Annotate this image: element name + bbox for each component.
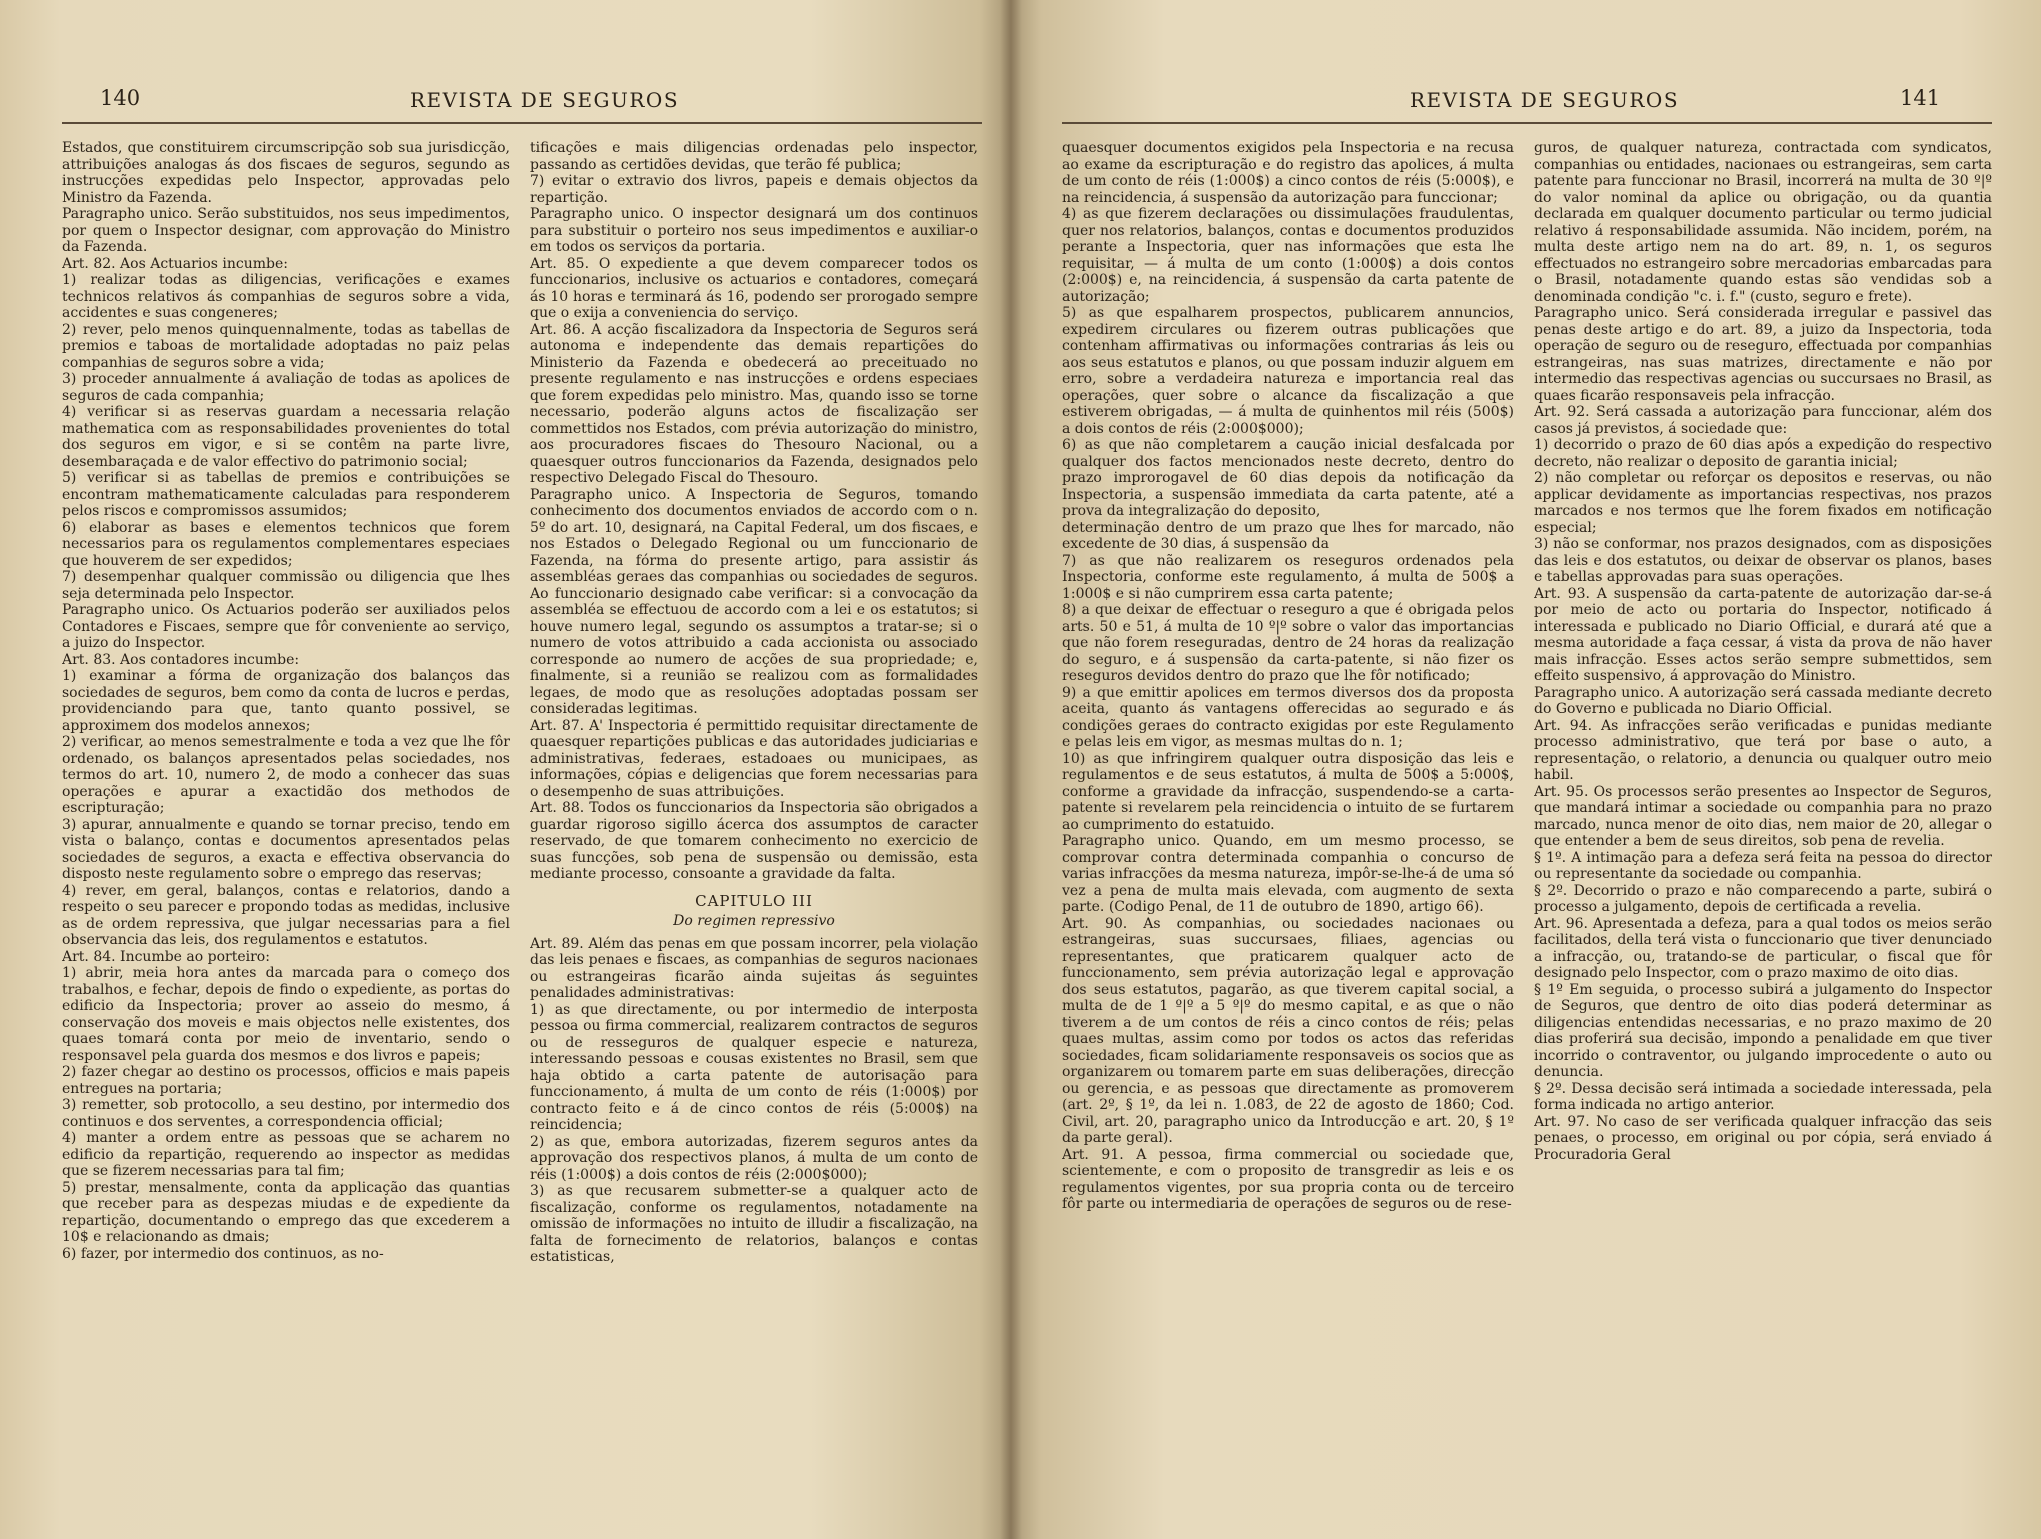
paragraph: 1) abrir, meia hora antes da marcada para o começo dos trabalhos, e fechar, depois de findo o expediente, as portas do edificio da Inspectoria; prover ao asseio do mesmo, á conservação dos moveis e mais objectos nelle existentes, dos quaes tomará conta por meio de inventario, sendo o responsavel pela guarda dos mesmos e dos livros e papeis;: [62, 965, 510, 1064]
paragraph: 4) verificar si as reservas guardam a necessaria relação mathematica com as responsabilidades provenientes do total dos seguros em vigor, e si se contêm na parte livre, desembaraçada e de valor effectivo do patrimonio social;: [62, 404, 510, 470]
paragraph: 3) proceder annualmente á avaliação de todas as apolices de seguros de cada companhia;: [62, 371, 510, 404]
paragraph: 3) as que recusarem submetter-se a qualquer acto de fiscalização, conforme os regulamentos, notadamente na omissão de informações no intuito de illudir a fiscalização, na falta de fornecimento de relatorios, balanços e contas estatisticas,: [530, 1183, 978, 1265]
right-column-1: [1062, 140, 1514, 1525]
paragraph: Art. 84. Incumbe ao porteiro:: [62, 948, 270, 965]
paragraph: Art. 86. A acção fiscalizadora da Inspectoria de Seguros será autonoma e independente das demais repartições do Ministerio da Fazenda e obedecerá ao preceituado no presente regulamento e nas instrucções e ordens especiaes que forem expedidas pelo ministro. Mas, quando isso se torne necessario, poderão alguns actos de fiscalização ser commettidos nos Estados, com prévia autorização do ministro, aos procuradores fiscaes do Thesouro Nacional, ou a quaesquer outros funccionarios da Fazenda, designados pelo respectivo Delegado Fiscal do Thesouro.: [530, 321, 978, 486]
paragraph: Paragrapho unico. A Inspectoria de Seguros, tomando conhecimento dos documentos enviados de accordo com o n. 5º do art. 10, designará, na Capital Federal, um dos fiscaes, e nos Estados o Delegado Regional ou um funccionario de Fazenda, na fórma do presente artigo, para assistir ás assembléas geraes das companhias ou sociedades de seguros. Ao funccionario designado cabe verificar: si a convocação da assembléa se effectuou de accordo com a lei e os estatutos; si houve numero legal, segundo os assumptos a tratar-se; si o numero de votos attribuido a cada accionista ou associado corresponde ao numero de acções de sua propriedade; e, finalmente, si a reunião se realizou com as formalidades legaes, de modo que as resoluções adoptadas possam ser consideradas legitimas.: [530, 486, 978, 717]
paragraph: 1) decorrido o prazo de 60 dias após a expedição do respectivo decreto, não realizar o deposito de garantia inicial;: [1534, 437, 1992, 470]
left-column-2-paragraphs-after: [530, 936, 978, 1266]
paragraph: Paragrapho unico. Será considerada irregular e passivel das penas deste artigo e do art. 89, a juizo da Inspectoria, toda operação de seguro ou de reseguro, effectuada por companhias estrangeiras, nas suas matrizes, directamente e não por intermedio das respectivas agencias ou succursaes no Brasil, as quaes ficarão responsaveis pela infracção.: [1534, 305, 1992, 404]
paragraph: § 2º. Decorrido o prazo e não comparecendo a parte, subirá o processo a julgamento, depois de certificada a revelia.: [1534, 882, 1992, 915]
paragraph: 3) remetter, sob protocollo, a seu destino, por intermedio dos continuos e dos serventes, a correspondencia official;: [62, 1097, 510, 1130]
paragraph: Art. 90. As companhias, ou sociedades nacionaes ou estrangeiras, suas succursaes, filiaes, agencias ou representantes, que praticarem qualquer acto de funccionamento, sem prévia autorização legal e approvação dos seus estatutos, pagarão, as que tiverem capital social, a multa de de 1 º|º a 5 º|º do mesmo capital, e as que o não tiverem a de um contos de réis a cinco contos de réis; pelas quaes multas, assim como por todos os actos das referidas sociedades, ficam solidariamente responsaveis os socios que as organizarem ou tomarem parte em suas deliberações, direcção ou gerencia, e as pessoas que directamente as promoverem (art. 2º, § 1º, da lei n. 1.083, de 22 de agosto de 1860; Cod. Civil, art. 20, paragrapho unico da Introducção e art. 20, § 1º da parte geral).: [1062, 915, 1514, 1146]
paragraph: 3) apurar, annualmente e quando se tornar preciso, tendo em vista o balanço, contas e documentos apresentados pelas sociedades de seguros, a exacta e effectiva observancia do disposto neste regulamento sobre o emprego das reservas;: [62, 816, 510, 882]
left-running-head: REVISTA DE SEGUROS: [410, 88, 680, 112]
paragraph: Art. 91. A pessoa, firma commercial ou sociedade que, scientemente, e com o proposito de transgredir as leis e os regulamentos vigentes, por sua propria conta ou de terceiro fôr parte ou intermediaria de operações de seguros ou de rese-: [1062, 1146, 1514, 1212]
paragraph: guros, de qualquer natureza, contractada com syndicatos, companhias ou entidades, nacionaes ou estrangeiras, sem carta patente para funccionar no Brasil, incorrerá na multa de 30 º|º do valor nominal da aplice ou obrigação, ou da quantia declarada em qualquer documento particular ou termo judicial relativo á responsabilidade assumida. Não incidem, porém, na multa deste artigo nem na do art. 89, n. 1, os seguros effectuados no estrangeiro sobre mercadorias embarcadas para o Brasil, notadamente quando estas são vendidas sob a denominada condição "c. i. f." (custo, seguro e frete).: [1534, 140, 1992, 305]
paragraph: 1) realizar todas as diligencias, verificações e exames technicos relativos ás companhias de seguros sobre a vida, accidentes e suas congeneres;: [62, 272, 510, 321]
paragraph: 5) verificar si as tabellas de premios e contribuições se encontram mathematicamente calculadas para responderem pelos riscos e compromissos assumidos;: [62, 470, 510, 519]
paragraph: 1) as que directamente, ou por intermedio de interposta pessoa ou firma commercial, realizarem contractos de seguros ou de resseguros de qualquer especie e natureza, interessando pessoas e cousas existentes no Brasil, sem que haja obtido a carta patente de autorisação para funccionamento, á multa de um conto de réis (1:000$) por contracto feito e á de cinco contos de réis (5:000$) na reincidencia;: [530, 1001, 978, 1133]
paragraph: 6) as que não completarem a caução inicial desfalcada por qualquer dos factos mencionados neste decreto, dentro do prazo improrogavel de 60 dias depois da notificação da Inspectoria, a suspensão immediata da carta patente, até a prova da integralização do deposito,: [1062, 437, 1514, 519]
paragraph: Paragrapho unico. Quando, em um mesmo processo, se comprovar contra determinada companhia o concurso de varias infracções da mesma natureza, impôr-se-lhe-á de uma só vez a pena de multa mais elevada, com augmento de sexta parte. (Codigo Penal, de 11 de outubro de 1890, artigo 66).: [1062, 833, 1514, 915]
paragraph: 7) desempenhar qualquer commissão ou diligencia que lhes seja determinada pelo Inspector.: [62, 569, 510, 602]
right-header-rule: [1062, 122, 1992, 124]
paragraph: 8) a que deixar de effectuar o reseguro a que é obrigada pelos arts. 50 e 51, á multa de 10 º|º sobre o valor das importancias que não forem reseguradas, dentro de 24 horas da realização do seguro, e á suspensão da carta-patente, si não fizer os reseguros devidos dentro do prazo que lhe fôr notificado;: [1062, 602, 1514, 684]
paragraph: Art. 85. O expediente a que devem comparecer todos os funccionarios, inclusive os actuarios e contadores, começará ás 10 horas e terminará ás 16, podendo ser prorogado sempre que o exija a conveniencia do serviço.: [530, 255, 978, 321]
paragraph: Art. 89. Além das penas em que possam incorrer, pela violação das leis penaes e fiscaes, as companhias de seguros nacionaes ou estrangeiras ficarão ainda sujeitas ás seguintes penalidades administrativas:: [530, 935, 978, 1001]
left-column-2-paragraphs: [530, 140, 978, 883]
paragraph: Art. 82. Aos Actuarios incumbe:: [62, 255, 288, 272]
left-page-number: 140: [100, 86, 141, 110]
paragraph: § 1º Em seguida, o processo subirá a julgamento do Inspector de Seguros, que dentro de oito dias poderá determinar as diligencias entendidas necessarias, e no prazo maximo de 20 dias proferirá sua decisão, impondo a penalidade em que tiver incorrido o contraventor, ou julgando improcedente o auto ou denuncia.: [1534, 981, 1992, 1080]
paragraph: Art. 83. Aos contadores incumbe:: [62, 651, 300, 668]
paragraph: 5) as que espalharem prospectos, publicarem annuncios, expedirem circulares ou fizerem outras publicações que contenham affirmativas ou informações contrarias ás leis ou aos seus estatutos e planos, ou que possam induzir alguem em erro, sobre a verdadeira natureza e importancia real das operações, quer sobre o alcance da fiscalização a que estiverem obrigadas, — á multa de quinhentos mil réis (500$) a dois contos de réis (2:000$000);: [1062, 305, 1514, 437]
left-header-rule: [62, 122, 982, 124]
paragraph: 7) as que não realizarem os reseguros ordenados pela Inspectoria, conforme este regulamento, á multa de 500$ a 1:000$ e si não cumprirem essa carta patente;: [1062, 552, 1514, 602]
chapter-subheading: Do regimen repressivo: [673, 913, 835, 929]
paragraph: determinação dentro de um prazo que lhes for marcado, não excedente de 30 dias, á suspensão da: [1062, 519, 1514, 552]
paragraph: 2) fazer chegar ao destino os processos, officios e mais papeis entregues na portaria;: [62, 1064, 510, 1097]
paragraph: 10) as que infringirem qualquer outra disposição das leis e regulamentos e de seus estatutos, á multa de 500$ a 5:000$, conforme a gravidade da infracção, suspendendo-se a carta-patente si revelarem pela reincidencia o intuito de se furtarem ao cumprimento do estatuido.: [1062, 750, 1514, 833]
paragraph: 3) não se conformar, nos prazos designados, com as disposições das leis e dos estatutos, ou deixar de observar os planos, bases e tabellas approvadas para suas operações.: [1534, 536, 1992, 585]
paragraph: Paragrapho unico. O inspector designará um dos continuos para substituir o porteiro nos seus impedimentos e auxiliar-o em todos os serviços da portaria.: [530, 206, 978, 255]
paragraph: 2) as que, embora autorizadas, fizerem seguros antes da approvação dos respectivos planos, á multa de um conto de réis (1:000$) a dois contos de réis (2:000$000);: [530, 1133, 978, 1183]
paragraph: quaesquer documentos exigidos pela Inspectoria e na recusa ao exame da escripturação e do registro das apolices, á multa de um conto de réis (1:000$) a cinco contos de réis (5:000$), e na reincidencia, á suspensão da autorização para funccionar;: [1062, 140, 1514, 206]
paragraph: 2) rever, pelo menos quinquennalmente, todas as tabellas de premios e taboas de mortalidade adoptadas no paiz pelas companhias de seguros sobre a vida;: [62, 321, 510, 371]
paragraph: Art. 97. No caso de ser verificada qualquer infracção das seis penaes, o processo, em original ou por cópia, será enviado á Procuradoria Geral: [1534, 1113, 1992, 1163]
right-page: [1010, 0, 2041, 1539]
paragraph: 4) manter a ordem entre as pessoas que se acharem no edificio da repartição, requerendo ao inspector as medidas que se fizerem necessarias para tal fim;: [62, 1130, 510, 1179]
paragraph: Paragrapho unico. Os Actuarios poderão ser auxiliados pelos Contadores e Fiscaes, sempre que fôr conveniente ao serviço, a juizo do Inspector.: [62, 602, 510, 651]
paragraph: 1) examinar a fórma de organização dos balanços das sociedades de seguros, bem como da conta de lucros e perdas, providenciando para que, tanto quanto possivel, se approximem dos modelos annexos;: [62, 668, 510, 734]
left-page: [0, 0, 1010, 1539]
paragraph: 6) fazer, por intermedio dos continuos, as no-: [62, 1245, 384, 1262]
paragraph: 4) as que fizerem declarações ou dissimulações fraudulentas, quer nos relatorios, balanços, contas e documentos produzidos perante a Inspectoria, quer nas informações que esta lhe requisitar, — á multa de um conto (1:000$) a dois contos (2:000$) e, na reincidencia, á suspensão da carta patente de autorização;: [1062, 206, 1514, 305]
paragraph: tificações e mais diligencias ordenadas pelo inspector, passando as certidões devidas, que terão fé publica;: [530, 140, 978, 173]
left-column-1-paragraphs: [62, 140, 510, 1262]
paragraph: Art. 88. Todos os funccionarios da Inspectoria são obrigados a guardar rigoroso sigillo ácerca dos assumptos de caracter reservado, de que tomarem conhecimento no exercicio de suas funcções, sob pena de suspensão ou demissão, esta mediante processo, consoante a gravidade da falta.: [530, 800, 978, 882]
left-column-1: [62, 140, 510, 1525]
paragraph: 9) a que emittir apolices em termos diversos dos da proposta aceita, quanto ás vantagens offerecidas ao segurado e ás condições geraes do contracto exigidas por este Regulamento e pelas leis em vigor, as mesmas multas do n. 1;: [1062, 684, 1514, 750]
paragraph: 2) verificar, ao menos semestralmente e toda a vez que lhe fôr ordenado, os balanços apresentados pelas sociedades, nos termos do art. 10, numero 2, de modo a conhecer das suas operações e apurar a exactidão dos methodos de escripturação;: [62, 734, 510, 816]
paragraph: Art. 92. Será cassada a autorização para funccionar, além dos casos já previstos, á sociedade que:: [1534, 404, 1992, 437]
right-column-2-paragraphs: [1534, 140, 1992, 1163]
right-page-number: 141: [1900, 86, 1941, 110]
paragraph: 4) rever, em geral, balanços, contas e relatorios, dando a respeito o seu parecer e propondo todas as medidas, inclusive as de ordem repressiva, que julgar necessarias para a fiel observancia das leis, dos regulamentos e estatutos.: [62, 882, 510, 948]
book-gutter: [1000, 0, 1022, 1539]
paragraph: Art. 93. A suspensão da carta-patente de autorização dar-se-á por meio de acto ou portaria do Inspector, notificado á interessada e publicado no Diario Official, e durará até que a mesma autoridade a faça cessar, á vista da prova de não haver mais infracção. Esses actos serão sempre submettidos, sem effeito suspensivo, á approvação do Ministro.: [1534, 585, 1992, 684]
paragraph: 7) evitar o extravio dos livros, papeis e demais objectos da repartição.: [530, 173, 978, 206]
paragraph: § 2º. Dessa decisão será intimada a sociedade interessada, pela forma indicada no artigo anterior.: [1534, 1080, 1992, 1113]
paragraph: Paragrapho unico. A autorização será cassada mediante decreto do Governo e publicada no Diario Official.: [1534, 684, 1992, 717]
chapter-heading: CAPITULO III: [695, 891, 813, 910]
left-column-2: [530, 140, 978, 1525]
paragraph: Art. 94. As infracções serão verificadas e punidas mediante processo administrativo, que terá por base o auto, a representação, o relatorio, a denuncia ou qualquer outro meio habil.: [1534, 717, 1992, 783]
paragraph: Estados, que constituirem circumscripção sob sua jurisdicção, attribuições analogas ás dos fiscaes de seguros, segundo as instrucções expedidas pelo Inspector, approvadas pelo Ministro da Fazenda.: [62, 140, 510, 206]
paragraph: 6) elaborar as bases e elementos technicos que forem necessarios para os regulamentos complementares especiaes que houverem de ser expedidos;: [62, 519, 510, 569]
paragraph: Art. 95. Os processos serão presentes ao Inspector de Seguros, que mandará intimar a sociedade ou companhia para no prazo marcado, nunca menor de oito dias, nem maior de 20, allegar o que entender a bem de seus direitos, sob pena de revelia.: [1534, 783, 1992, 849]
paragraph: 2) não completar ou reforçar os depositos e reservas, ou não applicar devidamente as importancias respectivas, nos prazos marcados e nos termos que lhe forem fixados em notificação especial;: [1534, 470, 1992, 536]
paragraph: § 1º. A intimação para a defeza será feita na pessoa do director ou representante da sociedade ou companhia.: [1534, 849, 1992, 882]
paragraph: Art. 96. Apresentada a defeza, para a qual todos os meios serão facilitados, della terá vista o funccionario que tiver denunciado a infracção, ou, tratando-se de particular, o fiscal que fôr designado pelo Inspector, com o prazo maximo de oito dias.: [1534, 915, 1992, 981]
paragraph: Paragrapho unico. Serão substituidos, nos seus impedimentos, por quem o Inspector designar, com approvação do Ministro da Fazenda.: [62, 206, 510, 255]
right-column-2: [1534, 140, 1992, 1525]
paragraph: 5) prestar, mensalmente, conta da applicação das quantias que receber para as despezas miudas e de expediente da repartição, documentando o emprego das que excederem a 10$ e relacionando as dmais;: [62, 1179, 510, 1245]
right-column-1-paragraphs: [1062, 140, 1514, 1213]
paragraph: Art. 87. A' Inspectoria é permittido requisitar directamente de quaesquer repartições publicas e das autoridades judiciarias e administrativas, federaes, estadoaes ou municipaes, as informações, cópias e deligencias que forem necessarias para o desempenho de suas attribuições.: [530, 717, 978, 800]
right-running-head: REVISTA DE SEGUROS: [1410, 88, 1680, 112]
